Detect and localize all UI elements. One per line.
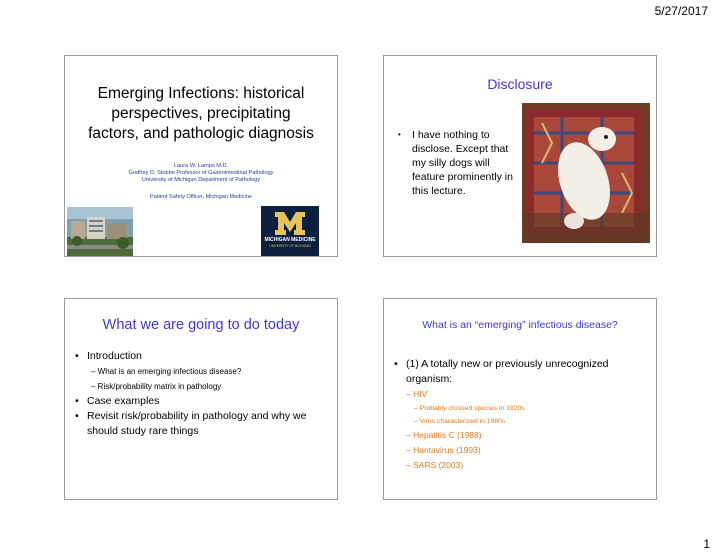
list-item-text: Case examples	[87, 395, 160, 407]
page-date: 5/27/2017	[654, 4, 708, 18]
bullet-icon: •	[394, 358, 398, 370]
campus-photo	[67, 207, 133, 256]
bullet-icon: •	[75, 395, 79, 407]
author-line: Godfrey D. Stobbe Professor of Gastrointestinal Pathology	[128, 170, 274, 176]
presentation-title	[65, 84, 337, 144]
list-item: – Hepatitis C (1988)	[406, 430, 482, 440]
list-item-text: Revisit risk/probability in pathology and why we should study rare things	[87, 410, 307, 437]
michigan-medicine-logo	[261, 206, 319, 256]
disclosure-text: I have nothing to disclose. Except that my silly dogs will feature prominently in this lecture.	[412, 129, 513, 197]
slide-title: What is an “emerging” infectious disease?	[422, 319, 618, 331]
slide-4-definition	[383, 298, 657, 500]
bullet-icon: •	[75, 410, 79, 422]
list-item-text: SARS (2003)	[413, 460, 464, 470]
list-item-text: (1) A totally new or previously unrecognized organism:	[406, 358, 609, 385]
list-item-text: Risk/probability matrix in pathology	[97, 382, 222, 391]
list-item: – HIV	[406, 389, 428, 399]
list-item-text: Virus characterized in 1980s	[419, 418, 506, 425]
block-m-icon	[274, 211, 306, 236]
list-item	[73, 349, 323, 394]
slide-title: Disclosure	[487, 76, 553, 92]
logo-line-1: MICHIGAN MEDICINE	[264, 237, 316, 243]
list-item	[392, 357, 656, 387]
slide-3-agenda	[64, 298, 338, 500]
list-item-text: What is an emerging infectious disease?	[97, 367, 242, 376]
list-item: – SARS (2003)	[406, 460, 464, 470]
author-title: Patient Safety Officer, Michigan Medicine	[150, 194, 252, 200]
list-item: – Virus characterized in 1980s	[414, 418, 506, 425]
logo-line-2: UNIVERSITY OF MICHIGAN	[269, 244, 311, 248]
list-item	[73, 394, 323, 409]
list-item-text: Hepatitis C (1988)	[413, 430, 482, 440]
author-line: University of Michigan Department of Pathology	[141, 177, 261, 183]
list-item-text: Introduction	[87, 350, 142, 362]
title-line: factors, and pathologic diagnosis	[88, 125, 314, 142]
author-line: Laura W. Lamps M.D.	[173, 163, 229, 169]
sub-list	[87, 364, 323, 394]
list-item: – Probably crossed species in 1920s	[414, 405, 525, 412]
list-item	[398, 128, 518, 198]
bullet-icon: •	[75, 350, 79, 362]
agenda-list	[73, 349, 323, 439]
author-block	[65, 163, 337, 184]
title-line: Emerging Infections: historical	[97, 85, 305, 102]
page-number: 1	[703, 537, 710, 551]
list-item: – Hantavirus (1993)	[406, 445, 481, 455]
dog-photo	[522, 103, 650, 243]
list-item-text: Probably crossed species in 1920s	[419, 405, 525, 412]
list-item: – Risk/probability matrix in pathology	[91, 382, 222, 391]
list-item-text: HIV	[413, 389, 428, 399]
slide-1-title	[64, 55, 338, 257]
list-item	[73, 409, 323, 439]
list-item: – What is an emerging infectious disease?	[91, 367, 242, 376]
bullet-icon: •	[398, 130, 401, 139]
slide-title: What we are going to do today	[102, 317, 300, 333]
title-line: perspectives, precipitating	[111, 105, 291, 122]
list-item-text: Hantavirus (1993)	[413, 445, 481, 455]
example-list	[406, 387, 525, 473]
slide-2-disclosure	[383, 55, 657, 257]
